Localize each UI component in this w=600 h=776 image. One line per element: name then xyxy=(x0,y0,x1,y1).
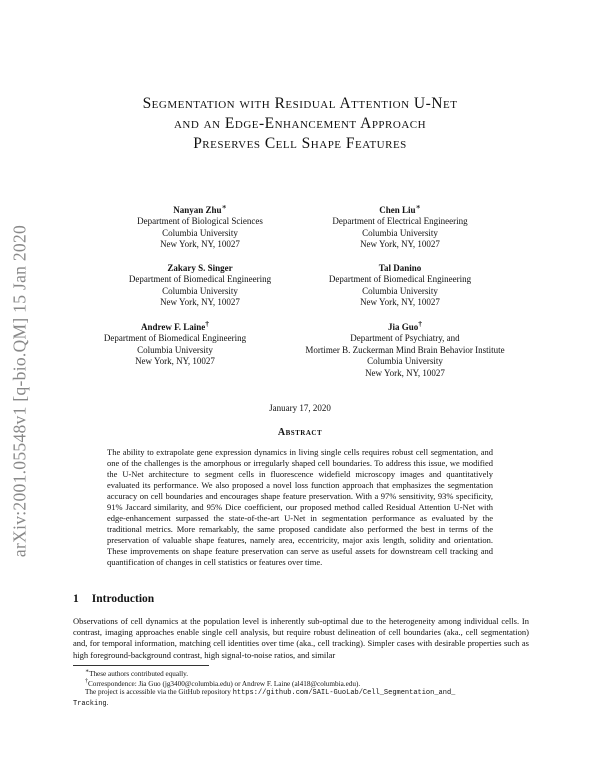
paper-date: January 17, 2020 xyxy=(269,403,331,413)
author-name: Jia Guo xyxy=(387,322,419,332)
author-affiliation: Department of Biomedical Engineering xyxy=(103,333,247,344)
author-affiliation: Department of Biological Sciences xyxy=(137,216,263,227)
author-mark: † xyxy=(418,319,422,328)
author-affiliation: Department of Biomedical Engineering xyxy=(328,274,472,285)
footnote-3 xyxy=(73,688,535,709)
paper-title xyxy=(80,94,520,154)
author-name: Andrew F. Laine xyxy=(140,322,206,332)
author-mark: † xyxy=(205,319,209,328)
author-affiliation: Department of Biomedical Engineering xyxy=(128,274,272,285)
author-affiliation: Columbia University xyxy=(362,227,438,238)
author-name: Nanyan Zhu xyxy=(173,205,222,215)
author-affiliation: Columbia University xyxy=(162,285,238,296)
github-link[interactable]: https://github.com/SAIL-GuoLab/Cell_Segmentation_and_ xyxy=(232,689,456,697)
author-affiliation: Columbia University xyxy=(162,227,238,238)
author-affiliation: New York, NY, 10027 xyxy=(160,239,240,250)
abstract-heading: Abstract xyxy=(277,427,323,438)
footnote-text: These authors contributed equally. xyxy=(89,670,189,679)
footnote-end: . xyxy=(106,698,109,707)
author-name: Chen Liu xyxy=(379,205,416,215)
author-affiliation: New York, NY, 10027 xyxy=(360,239,440,250)
author-block xyxy=(290,318,520,379)
author-affiliation: Columbia University xyxy=(362,285,438,296)
footnote-mark: † xyxy=(85,679,88,685)
author-affiliation: New York, NY, 10027 xyxy=(160,297,240,308)
author-affiliation: Department of Psychiatry, and xyxy=(350,333,460,344)
section-heading xyxy=(73,593,154,605)
author-mark: ∗ xyxy=(221,202,227,211)
author-name: Tal Danino xyxy=(378,263,422,273)
author-name: Zakary S. Singer xyxy=(167,263,233,273)
footnote-text: Correspondence: Jia Guo (jg3400@columbia.edu) or Andrew F. Laine (al418@columbia.edu). xyxy=(88,680,361,689)
author-affiliation: New York, NY, 10027 xyxy=(135,356,215,367)
author-affiliation: Mortimer B. Zuckerman Mind Brain Behavior Institute xyxy=(305,344,505,355)
footnote-rule xyxy=(73,665,209,666)
section-number: 1 xyxy=(73,593,79,605)
title-line-1: Segmentation with Residual Attention U-Net xyxy=(142,95,458,112)
author-block xyxy=(100,201,300,251)
abstract-text: The ability to extrapolate gene expression dynamics in living single cells requires robust cell segmentation, and one of the challenges is the amorphous or irregularly shaped cell boundaries. To address this issue, we modified the U-Net architecture to segment cells in fluorescence widefield microscopy images and quantitatively evaluated its performance. We also proposed a novel loss function approach that emphasizes the segmentation accuracy on cell boundaries and encourages shape feature preservation. With a 97% sensitivity, 93% specificity, 91% Jaccard similarity, and 95% Dice coefficient, our proposed method called Residual Attention U-Net with edge-enhancement surpassed the state-of-the-art U-Net in segmentation performance as evaluated by the traditional metrics. More remarkably, the same proposed candidate also performed the best in terms of the preservation of valuable shape features, namely area, eccentricity, major axis length, solidity and orientation. These improvements on shape feature preservation can serve as useful assets for downstream cell tracking and quantification of changes in cell statistics or features over time. xyxy=(107,447,493,567)
author-block xyxy=(75,318,275,368)
github-link-continued[interactable]: Tracking xyxy=(73,699,107,708)
author-block xyxy=(300,201,500,251)
author-affiliation: New York, NY, 10027 xyxy=(360,297,440,308)
title-line-3: Preserves Cell Shape Features xyxy=(193,135,407,152)
author-block xyxy=(300,259,500,309)
author-affiliation: New York, NY, 10027 xyxy=(365,367,445,378)
arxiv-id: arXiv:2001.05548v1 [q-bio.QM] 15 Jan 2020 xyxy=(9,224,30,558)
title-line-2: and an Edge-Enhancement Approach xyxy=(173,115,427,132)
footnote-text: The project is accessible via the GitHub repository xyxy=(85,688,233,696)
author-affiliation: Columbia University xyxy=(367,356,443,367)
section-title: Introduction xyxy=(91,593,155,605)
author-mark: ∗ xyxy=(415,202,421,211)
author-affiliation: Columbia University xyxy=(137,344,213,355)
arxiv-stamp xyxy=(2,196,38,586)
author-block xyxy=(100,259,300,309)
author-affiliation: Department of Electrical Engineering xyxy=(332,216,468,227)
footnote-mark: ∗ xyxy=(85,669,90,675)
intro-paragraph: Observations of cell dynamics at the population level is inherently sub-optimal due to the heterogeneity among individual cells. In contrast, imaging approaches enable single cell analysis, but require robust delineation of cell boundaries (aka., cell segmentation) and, for temporal information, matching cell identities over time (aka., cell tracking). Simpler cases with desirable properties such as high foreground-background contrast, high signal-to-noise ratios, and similar xyxy=(73,616,529,660)
